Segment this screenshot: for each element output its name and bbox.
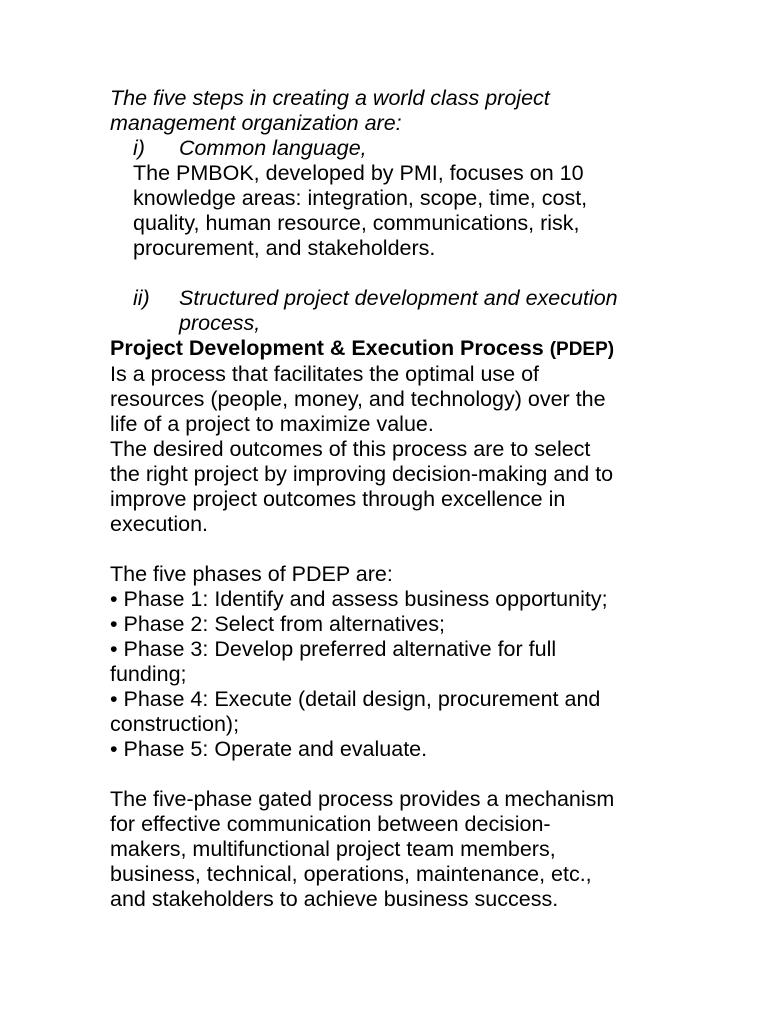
- phases-section: [110, 562, 670, 762]
- outcomes-line: improve project outcomes through excellence in: [110, 487, 566, 511]
- step-1-heading: [110, 136, 670, 161]
- phase-list-item: • Phase 5: Operate and evaluate.: [110, 737, 428, 761]
- intro-line-1: The five steps in creating a world class project: [110, 86, 550, 110]
- spacer: [110, 762, 670, 787]
- phases-intro: The five phases of PDEP are:: [110, 562, 393, 586]
- pdep-heading-abbr: (PDEP): [549, 339, 615, 360]
- spacer: [110, 537, 670, 562]
- outcomes-line: The desired outcomes of this process are to select: [110, 437, 591, 461]
- spacer: [110, 261, 670, 286]
- step-1-title: Common language,: [179, 136, 367, 160]
- definition-line: Is a process that facilitates the optimal use of: [110, 362, 540, 386]
- step-1-number: i): [133, 136, 145, 160]
- step-1-body-line: The PMBOK, developed by PMI, focuses on 10: [133, 161, 584, 185]
- conclusion-line: and stakeholders to achieve business success.: [110, 887, 559, 911]
- step-2-title-line-2: process,: [179, 311, 261, 335]
- conclusion-paragraph: [110, 787, 670, 912]
- step-1-body-line: quality, human resource, communications, risk,: [133, 211, 580, 235]
- outcomes-line: execution.: [110, 512, 209, 536]
- step-1-body: [110, 161, 670, 261]
- step-1-body-line: knowledge areas: integration, scope, time, cost,: [133, 186, 588, 210]
- definition-line: life of a project to maximize value.: [110, 412, 434, 436]
- pdep-heading: [110, 336, 670, 362]
- conclusion-line: for effective communication between decision-: [110, 812, 551, 836]
- intro-paragraph: [110, 86, 670, 136]
- pdep-heading-text: Project Development & Execution Process: [110, 336, 550, 360]
- phase-list-item: • Phase 3: Develop preferred alternative for full: [110, 637, 557, 661]
- phase-list-item: • Phase 2: Select from alternatives;: [110, 612, 445, 636]
- outcomes-line: the right project by improving decision-making and to: [110, 462, 614, 486]
- phase-list-item: construction);: [110, 712, 240, 736]
- step-2-title-line-1: Structured project development and execution: [179, 286, 618, 310]
- definition-line: resources (people, money, and technology) over the: [110, 387, 606, 411]
- document-page: [110, 86, 670, 912]
- step-2-title-continued: [110, 311, 670, 336]
- step-1-body-line: procurement, and stakeholders.: [133, 236, 436, 260]
- phase-list-item: • Phase 4: Execute (detail design, procurement and: [110, 687, 601, 711]
- conclusion-line: The five-phase gated process provides a mechanism: [110, 787, 615, 811]
- phase-list-item: funding;: [110, 662, 187, 686]
- step-2-number: ii): [133, 286, 150, 310]
- conclusion-line: business, technical, operations, maintenance, etc.,: [110, 862, 592, 886]
- intro-line-2: management organization are:: [110, 111, 402, 135]
- phase-list-item: • Phase 1: Identify and assess business opportunity;: [110, 587, 608, 611]
- pdep-definition: [110, 362, 670, 437]
- step-2-heading: [110, 286, 670, 311]
- conclusion-line: makers, multifunctional project team members,: [110, 837, 556, 861]
- pdep-outcomes: [110, 437, 670, 537]
